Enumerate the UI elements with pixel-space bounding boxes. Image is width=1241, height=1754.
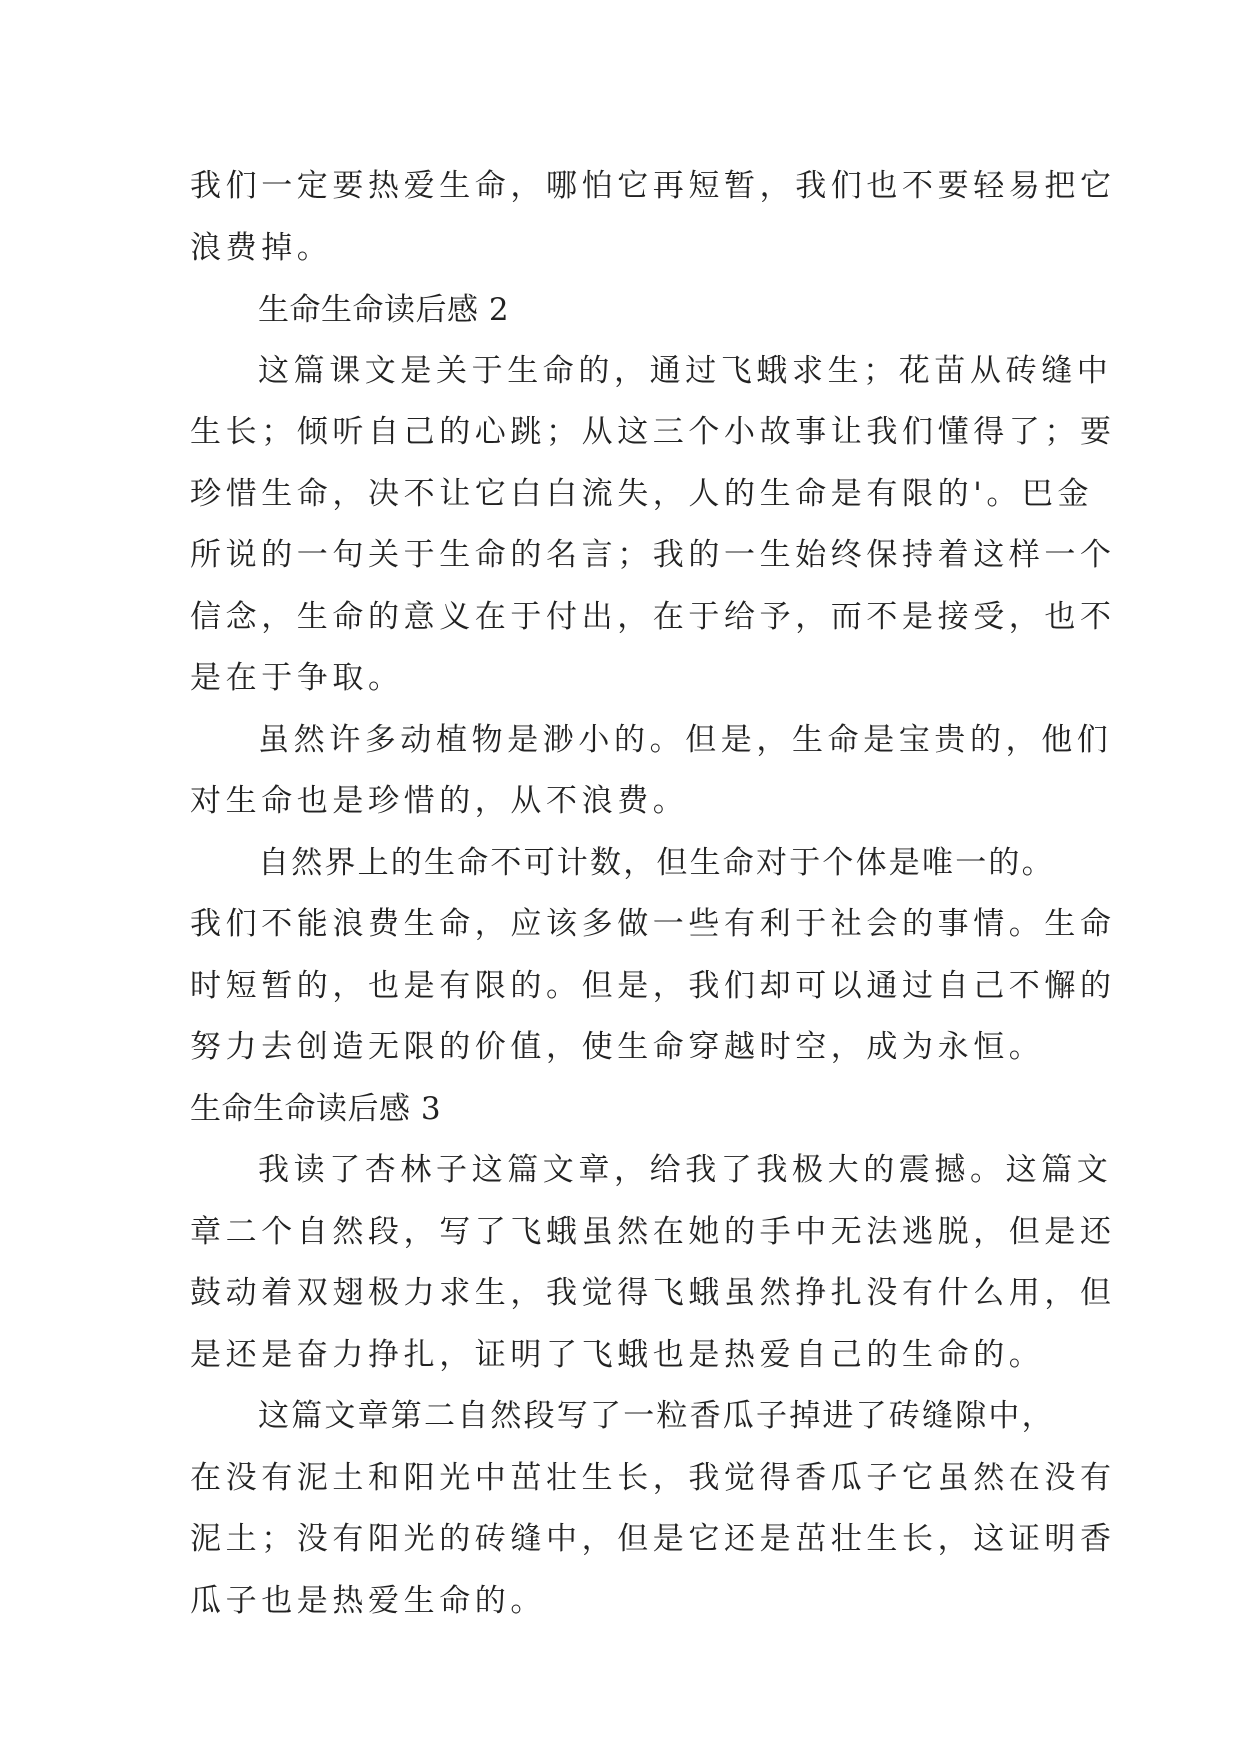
text-line-5: 珍惜生命，决不让它白白流失，人的生命是有限的'。巴金 <box>190 476 1094 512</box>
text-line-20: 在没有泥土和阳光中茁壮生长，我觉得香瓜子它虽然在没有 <box>190 1460 1116 1496</box>
text-line-12: 我们不能浪费生命，应该多做一些有利于社会的事情。生命 <box>190 906 1116 942</box>
text-line-4: 生长；倾听自己的心跳；从这三个小故事让我们懂得了；要 <box>190 414 1116 450</box>
text-line-3: 这篇课文是关于生命的，通过飞蛾求生；花苗从砖缝中 <box>258 353 1113 389</box>
text-line-11: 自然界上的生命不可计数，但生命对于个体是唯一的。 <box>258 845 1055 881</box>
text-line-17: 鼓动着双翅极力求生，我觉得飞蛾虽然挣扎没有什么用，但 <box>190 1275 1116 1311</box>
section-heading-2: 生命生命读后感 2 <box>258 292 510 328</box>
text-line-9: 虽然许多动植物是渺小的。但是，生命是宝贵的，他们 <box>258 722 1113 758</box>
text-line-19: 这篇文章第二自然段写了一粒香瓜子掉进了砖缝隙中， <box>258 1398 1055 1434</box>
text-line-18: 是还是奋力挣扎，证明了飞蛾也是热爱自己的生命的。 <box>190 1337 1045 1373</box>
text-line-14: 努力去创造无限的价值，使生命穿越时空，成为永恒。 <box>190 1029 1045 1065</box>
section-heading-3: 生命生命读后感 3 <box>190 1091 442 1127</box>
text-line-8: 是在于争取。 <box>190 660 404 696</box>
text-line-22: 瓜子也是热爱生命的。 <box>190 1583 546 1619</box>
text-line-2: 浪费掉。 <box>190 230 333 266</box>
text-line-13: 时短暂的，也是有限的。但是，我们却可以通过自己不懈的 <box>190 968 1116 1004</box>
text-line-21: 泥土；没有阳光的砖缝中，但是它还是茁壮生长，这证明香 <box>190 1521 1116 1557</box>
text-line-7: 信念，生命的意义在于付出，在于给予，而不是接受，也不 <box>190 599 1116 635</box>
text-line-6: 所说的一句关于生命的名言；我的一生始终保持着这样一个 <box>190 537 1116 573</box>
text-line-16: 章二个自然段，写了飞蛾虽然在她的手中无法逃脱，但是还 <box>190 1214 1116 1250</box>
text-line-15: 我读了杏林子这篇文章，给我了我极大的震撼。这篇文 <box>258 1152 1113 1188</box>
text-line-10: 对生命也是珍惜的，从不浪费。 <box>190 783 689 819</box>
text-line-1: 我们一定要热爱生命，哪怕它再短暂，我们也不要轻易把它 <box>190 168 1116 204</box>
